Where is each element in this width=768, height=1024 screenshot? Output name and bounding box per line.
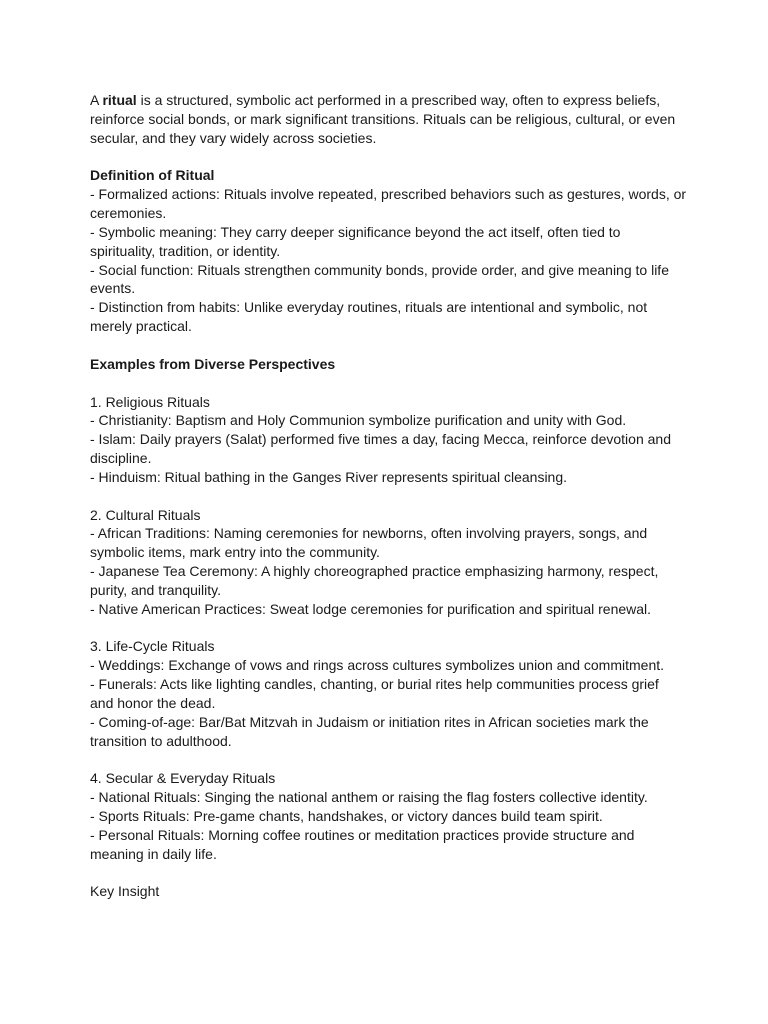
spacer bbox=[90, 751, 690, 770]
list-item: - Sports Rituals: Pre-game chants, handshakes, or victory dances build team spirit. bbox=[90, 808, 603, 825]
intro-prefix: A bbox=[90, 92, 103, 108]
intro-line-3: secular, and they vary widely across societies. bbox=[90, 129, 377, 146]
section-title: 3. Life-Cycle Rituals bbox=[90, 638, 215, 655]
religious-rituals-section bbox=[90, 393, 690, 487]
definition-line: - Formalized actions: Rituals involve repeated, prescribed behaviors such as gestures, words, or bbox=[90, 186, 687, 203]
spacer bbox=[90, 336, 690, 355]
definition-line: - Distinction from habits: Unlike everyday routines, rituals are intentional and symbolic, not bbox=[90, 299, 648, 316]
list-item: discipline. bbox=[90, 450, 152, 467]
spacer bbox=[90, 148, 690, 167]
definition-line: events. bbox=[90, 280, 136, 297]
list-item: purity, and tranquility. bbox=[90, 581, 221, 598]
key-insight-heading: Key Insight bbox=[90, 883, 160, 900]
intro-paragraph bbox=[90, 91, 690, 148]
list-item: - Coming-of-age: Bar/Bat Mitzvah in Judaism or initiation rites in African societies mark the bbox=[90, 713, 649, 730]
spacer bbox=[90, 487, 690, 506]
spacer bbox=[90, 864, 690, 883]
examples-heading: Examples from Diverse Perspectives bbox=[90, 355, 336, 372]
list-item: - Personal Rituals: Morning coffee routines or meditation practices provide structure and bbox=[90, 826, 635, 843]
intro-line-1 bbox=[90, 91, 690, 110]
list-item: - Native American Practices: Sweat lodge ceremonies for purification and spiritual renewal. bbox=[90, 600, 652, 617]
list-item: - Islam: Daily prayers (Salat) performed five times a day, facing Mecca, reinforce devotion and bbox=[90, 431, 671, 448]
intro-line-1-rest: is a structured, symbolic act performed in a prescribed way, often to express beliefs, bbox=[136, 92, 661, 108]
list-item: - Weddings: Exchange of vows and rings across cultures symbolizes union and commitment. bbox=[90, 657, 665, 674]
definition-line: - Social function: Rituals strengthen community bonds, provide order, and give meaning to life bbox=[90, 261, 669, 278]
list-item: symbolic items, mark entry into the community. bbox=[90, 544, 380, 561]
cultural-rituals-section bbox=[90, 506, 690, 619]
list-item: and honor the dead. bbox=[90, 695, 216, 711]
definition-line: - Symbolic meaning: They carry deeper significance beyond the act itself, often tied to bbox=[90, 223, 621, 240]
list-item: - Japanese Tea Ceremony: A highly choreographed practice emphasizing harmony, respect, bbox=[90, 563, 659, 580]
section-title: 1. Religious Rituals bbox=[90, 393, 210, 410]
definition-line: spirituality, tradition, or identity. bbox=[90, 242, 281, 259]
spacer bbox=[90, 374, 690, 393]
section-title: 2. Cultural Rituals bbox=[90, 506, 201, 523]
definition-line: merely practical. bbox=[90, 318, 192, 335]
section-title: 4. Secular & Everyday Rituals bbox=[90, 770, 276, 787]
list-item: - Hinduism: Ritual bathing in the Ganges River represents spiritual cleansing. bbox=[90, 468, 568, 485]
secular-rituals-section bbox=[90, 769, 690, 863]
list-item: - African Traditions: Naming ceremonies for newborns, often involving prayers, songs, and bbox=[90, 525, 648, 542]
definition-heading: Definition of Ritual bbox=[90, 167, 215, 184]
definition-section bbox=[90, 166, 690, 336]
life-cycle-rituals-section bbox=[90, 637, 690, 750]
list-item: - Funerals: Acts like lighting candles, chanting, or burial rites help communities process grief bbox=[90, 676, 659, 693]
document-body bbox=[90, 91, 690, 901]
list-item: - Christianity: Baptism and Holy Communion symbolize purification and unity with God. bbox=[90, 412, 627, 429]
spacer bbox=[90, 619, 690, 638]
definition-line: ceremonies. bbox=[90, 205, 167, 222]
list-item: meaning in daily life. bbox=[90, 845, 217, 862]
intro-term: ritual bbox=[102, 92, 137, 108]
intro-line-2: reinforce social bonds, or mark significant transitions. Rituals can be religious, cultural, or even bbox=[90, 110, 676, 127]
list-item: - National Rituals: Singing the national anthem or raising the flag fosters collective identity. bbox=[90, 789, 648, 806]
list-item: transition to adulthood. bbox=[90, 732, 232, 749]
